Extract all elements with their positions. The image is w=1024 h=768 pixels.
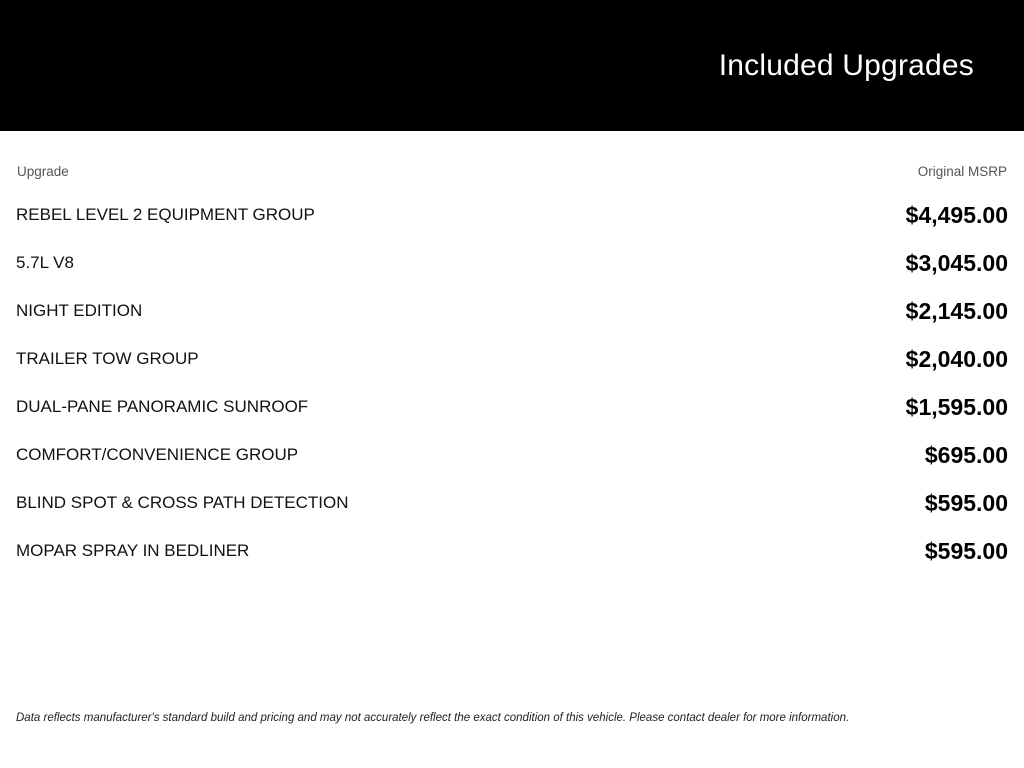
disclaimer-text: Data reflects manufacturer's standard build and pricing and may not accurately reflect the exact condition of this vehicle. Please contact dealer for more information.: [16, 712, 850, 724]
upgrade-price: $695.00: [924, 441, 1008, 468]
upgrade-name: TRAILER TOW GROUP: [16, 349, 199, 368]
upgrade-name: BLIND SPOT & CROSS PATH DETECTION: [16, 493, 349, 512]
column-header-msrp: Original MSRP: [917, 164, 1007, 179]
upgrade-name: DUAL-PANE PANORAMIC SUNROOF: [16, 397, 309, 416]
upgrades-table: [16, 131, 1008, 575]
table-header-row: [16, 131, 1008, 191]
page-header: [0, 0, 1024, 131]
upgrade-price: $595.00: [924, 489, 1008, 516]
upgrade-name: NIGHT EDITION: [16, 301, 143, 320]
upgrade-name: COMFORT/CONVENIENCE GROUP: [16, 445, 299, 464]
upgrade-name: MOPAR SPRAY IN BEDLINER: [16, 541, 250, 560]
upgrade-price: $2,145.00: [905, 297, 1008, 324]
column-header-upgrade: Upgrade: [17, 164, 69, 179]
upgrade-price: $3,045.00: [905, 249, 1008, 276]
upgrades-section: [0, 131, 1024, 575]
table-row: [16, 239, 1008, 287]
table-row: [16, 287, 1008, 335]
table-body: [16, 191, 1008, 575]
upgrade-name: REBEL LEVEL 2 EQUIPMENT GROUP: [16, 205, 315, 224]
upgrade-price: $595.00: [924, 537, 1008, 564]
table-row: [16, 383, 1008, 431]
table-row: [16, 527, 1008, 575]
table-row: [16, 335, 1008, 383]
upgrade-name: 5.7L V8: [16, 253, 74, 272]
table-header: [16, 131, 1008, 191]
upgrade-price: $4,495.00: [905, 201, 1008, 228]
page-title: Included Upgrades: [718, 48, 974, 82]
upgrade-price: $1,595.00: [905, 393, 1008, 420]
table-row: [16, 431, 1008, 479]
upgrade-price: $2,040.00: [905, 345, 1008, 372]
table-row: [16, 191, 1008, 239]
table-row: [16, 479, 1008, 527]
